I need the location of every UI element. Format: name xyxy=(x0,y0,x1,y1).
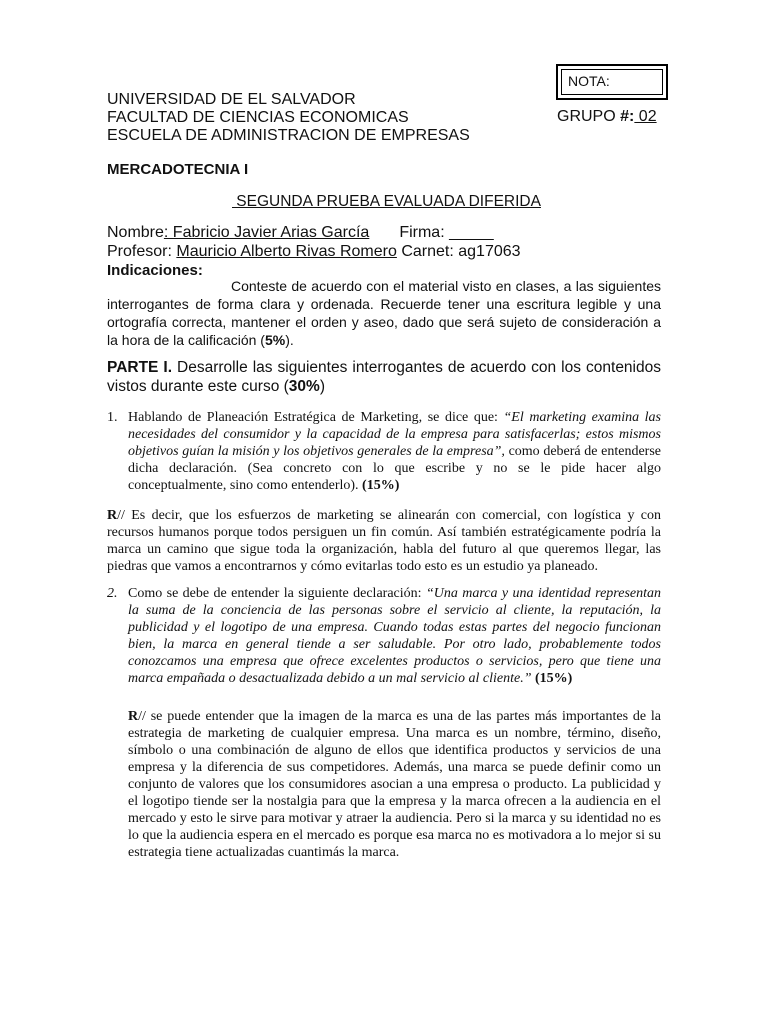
student-name-value: : Fabricio Javier Arias García xyxy=(163,224,370,241)
group-number: 02 xyxy=(634,108,657,125)
faculty-name: FACULTAD DE CIENCIAS ECONOMICAS xyxy=(107,109,409,126)
question-2-text xyxy=(128,585,661,687)
question-1 xyxy=(107,409,661,494)
part-one-heading xyxy=(107,358,661,396)
school-name: ESCUELA DE ADMINISTRACION DE EMPRESAS xyxy=(107,127,470,144)
question-2-number: 2. xyxy=(107,586,118,601)
part-one-label: PARTE I. xyxy=(107,359,173,376)
exam-title: SEGUNDA PRUEBA EVALUADA DIFERIDA xyxy=(232,193,541,210)
professor-name: Mauricio Alberto Rivas Romero xyxy=(176,243,397,260)
course-title: MERCADOTECNIA I xyxy=(107,161,249,178)
question-1-quote: “El marketing examina las necesidades del consumidor y la capacidad de la empresa para satisfacerlas; estos mismos objetivos guían la misión y los objetivos generales de la empresa”, xyxy=(128,410,661,459)
signature-value: _____ xyxy=(449,224,494,241)
answer-1-label: R xyxy=(107,508,118,523)
answer-2-text: // se puede entender que la imagen de la marca es una de las partes más importantes de la estrategia de marketing de cualquier empresa. Una marca es un nombre, término, diseño, símbolo o una combinación de alguno de ellos que identifica productos y servicios de una empresa y la diferencia de sus competidores. Además, una marca se puede definir como un conjunto de valores que los consumidores asocian a una empresa o producto. La publicidad y el logotipo tiende ser la nostalgia para que la empresa y la marca ofrecen a la audiencia en el mercado y esto le sirve para motivar y atraer la audiencia. Pero si la marca y su identidad no es lo que la audiencia espera en el mercado es porque esa marca no es motivadora a lo mejor si su estrategia tiene actualizadas cuantimás la marca. xyxy=(128,709,661,860)
group-hash: #: xyxy=(620,108,635,125)
group-line xyxy=(557,108,657,126)
professor-label: Profesor: xyxy=(107,243,177,260)
question-2 xyxy=(107,585,661,687)
question-2-intro: Como se debe de entender la siguiente declaración: xyxy=(128,586,426,601)
professor-line xyxy=(107,243,521,261)
question-2-quote: “Una marca y una identidad representan la suma de la conciencia de las personas sobre el servicio al cliente, la reputación, la publicidad y el logotipo de una empresa. Cuando todas estas partes del negocio funcionan bien, la marca en general tiende a ser saludable. Por otro lado, probablemente todos conozcamos una empresa que ofrece excelentes productos o servicios, pero que tiene una marca empañada o desactualizada debido a un mal servicio al cliente.” xyxy=(128,586,661,686)
instructions-body: Conteste de acuerdo con el material visto en clases, a las siguientes interrogantes de forma clara y ordenada. Recuerde tener una escritura legible y una ortografía correcta, mantener el orden y aseo, dado que será sujeto de consideración a la hora de la calificación ( xyxy=(107,278,661,348)
student-name-label: Nombre xyxy=(107,224,164,241)
question-1-body: como deberá de entenderse dicha declaración. (Sea concreto con lo que escribe y no se le pide hacer algo conceptualmente, sino como entenderlo). xyxy=(128,444,661,493)
answer-2 xyxy=(128,708,661,861)
grade-label: NOTA: xyxy=(568,73,610,89)
part-one-percent: 30% xyxy=(288,378,320,395)
group-label: GRUPO xyxy=(557,108,621,125)
student-name-line xyxy=(107,224,494,242)
part-one-close: ) xyxy=(319,378,325,395)
question-1-number: 1. xyxy=(107,410,118,425)
instructions-title: Indicaciones: xyxy=(107,262,203,279)
signature-label: Firma: xyxy=(399,224,450,241)
question-1-percent: (15%) xyxy=(362,478,400,493)
instructions-close: ). xyxy=(285,332,294,348)
answer-2-label: R xyxy=(128,709,139,724)
university-name: UNIVERSIDAD DE EL SALVADOR xyxy=(107,91,356,108)
question-1-intro: Hablando de Planeación Estratégica de Marketing, se dice que: xyxy=(128,410,504,425)
student-id: Carnet: ag17063 xyxy=(396,243,521,260)
answer-1-text: // Es decir, que los esfuerzos de marketing se alinearán con comercial, con logística y con recursos humanos porque todos persiguen un fin común. Así también estratégicamente podría la marca un camino que sigue toda la organización, habla del futuro al que queremos llegar, las piedras que vamos a encontrarnos y cómo evitarlas todo esto es un estudio ya planeado. xyxy=(107,508,661,574)
instructions-text xyxy=(107,277,661,349)
part-one-text: Desarrolle las siguientes interrogantes de acuerdo con los contenidos vistos durante este curso ( xyxy=(107,359,661,395)
question-2-percent: (15%) xyxy=(531,671,573,686)
instructions-percent: 5% xyxy=(264,332,286,348)
question-1-text xyxy=(128,409,661,494)
answer-1 xyxy=(107,507,661,575)
grade-box xyxy=(556,64,668,100)
